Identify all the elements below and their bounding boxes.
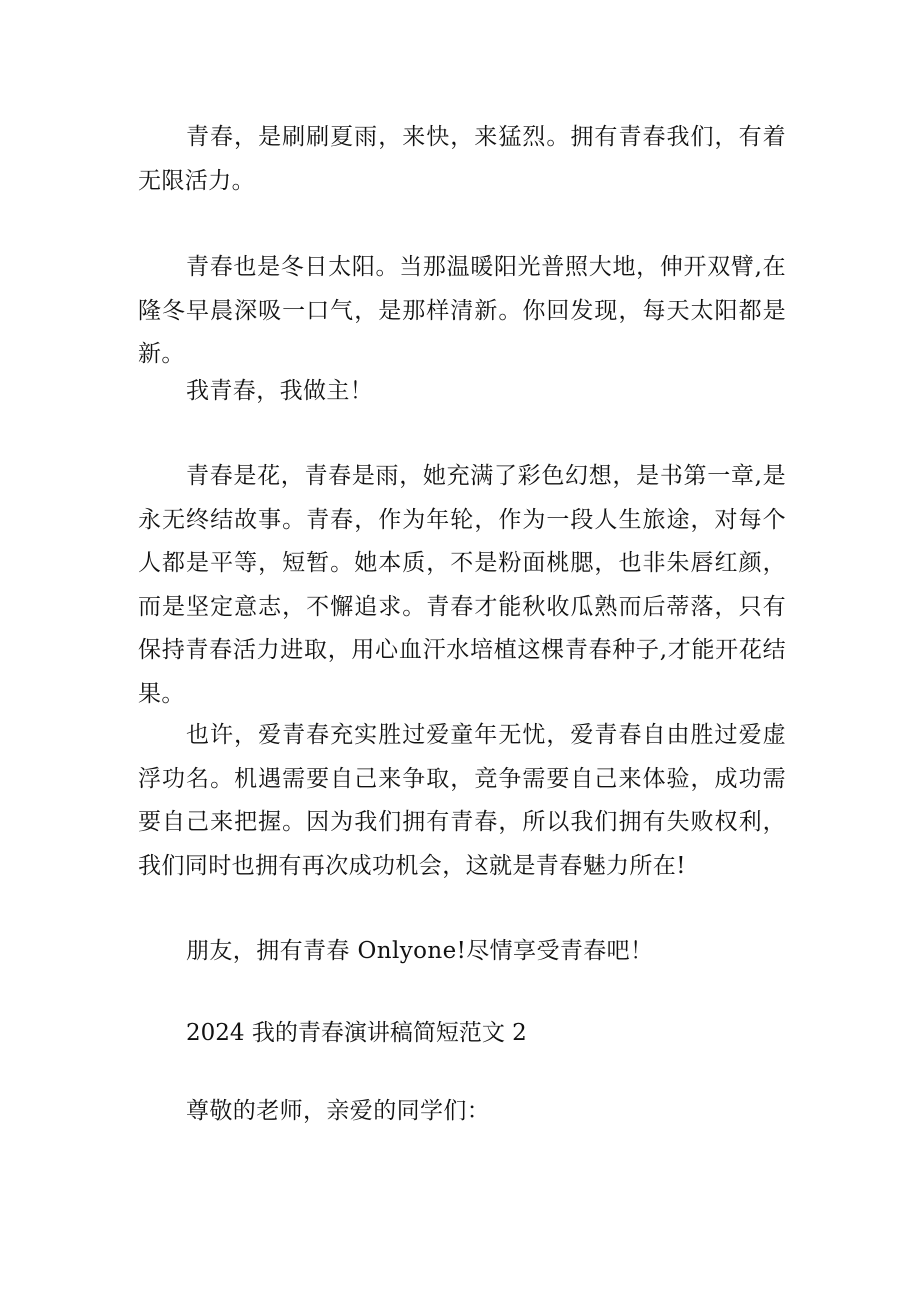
paragraph-summer-rain: 青春，是刷刷夏雨，来快，来猛烈。拥有青春我们，有着无限活力。 xyxy=(138,124,786,194)
paragraph-love-youth: 也许，爱青春充实胜过爱童年无忧，爱青春自由胜过爱虚浮功名。机遇需要自己来争取，竞争需要自己来体验，成功需要自己来把握。因为我们拥有青春，所以我们拥有失败权利，我们同时也拥有再次成功机会，这就是青春魅力所在! xyxy=(138,722,786,879)
paragraph-my-youth: 我青春，我做主！ xyxy=(186,378,374,404)
salutation: 尊敬的老师，亲爱的同学们： xyxy=(186,1098,491,1124)
section-heading: 2024 我的青春演讲稿简短范文 2 xyxy=(186,1020,527,1046)
paragraph-friends: 朋友，拥有青春 Onlyone!尽情享受青春吧！ xyxy=(186,938,654,964)
paragraph-youth-flower: 青春是花，青春是雨，她充满了彩色幻想，是书第一章,是永无终结故事。青春，作为年轮，作为一段人生旅途，对每个人都是平等，短暂。她本质，不是粉面桃腮，也非朱唇红颜，而是坚定意志，不懈追求。青春才能秋收瓜熟而后蒂落，只有保持青春活力进取，用心血汗水培植这棵青春种子,才能开花结果。 xyxy=(138,463,786,707)
paragraph-winter-sun: 青春也是冬日太阳。当那温暖阳光普照大地，伸开双臂,在隆冬早晨深吸一口气，是那样清新。你回发现，每天太阳都是新。 xyxy=(138,254,786,367)
